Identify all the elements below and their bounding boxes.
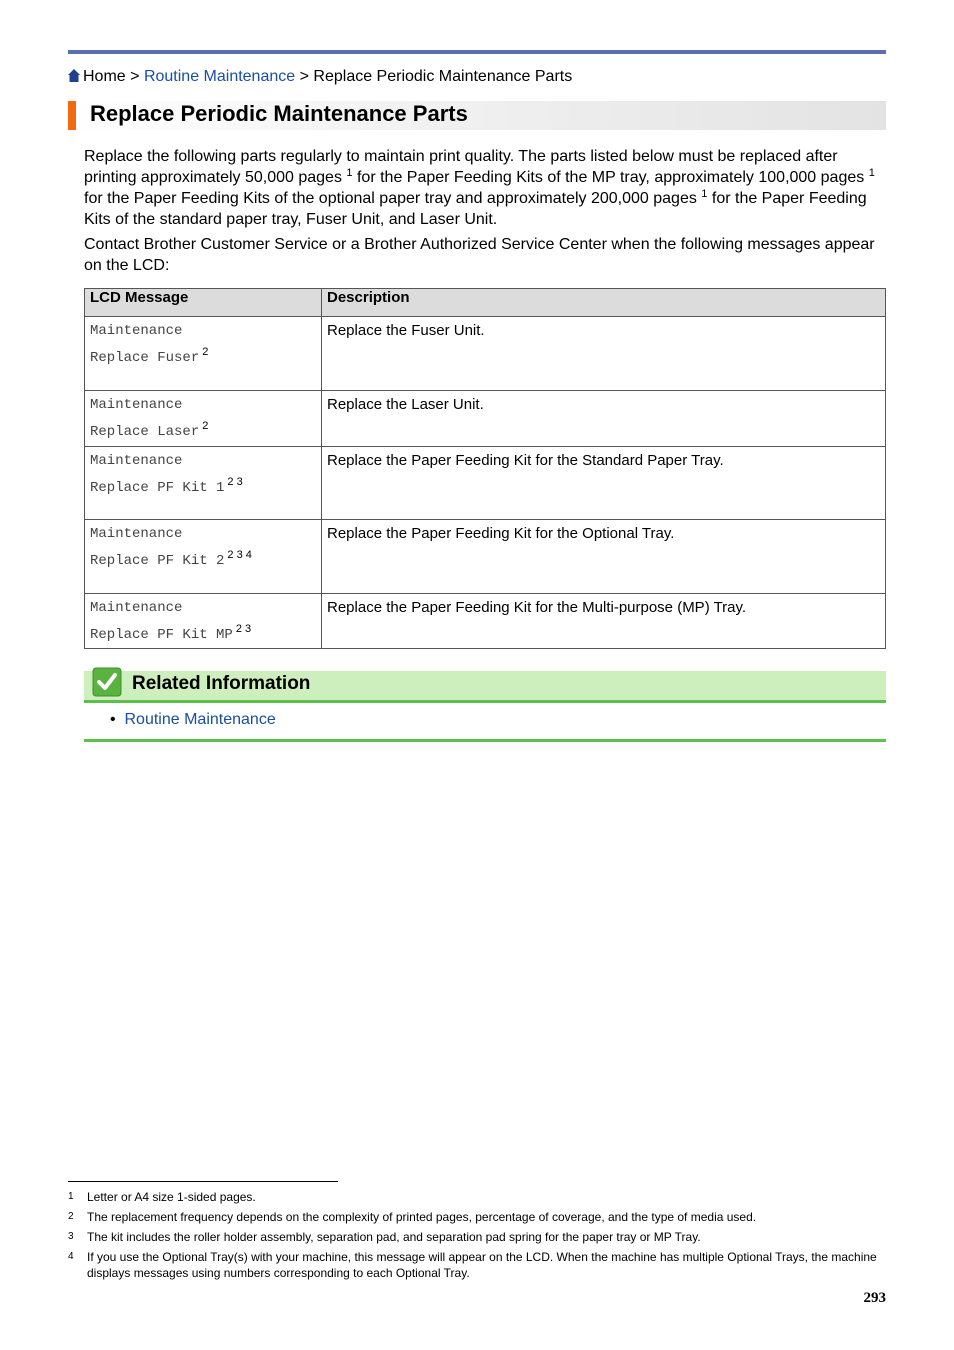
footnote-text: The replacement frequency depends on the complexity of printed pages, percentage of coverage, and the type of media used. xyxy=(87,1210,757,1224)
description-text: Replace the Paper Feeding Kit for the Optional Tray. xyxy=(327,525,675,542)
lcd-line-2-text: Replace PF Kit MP xyxy=(90,627,233,643)
related-list-item xyxy=(110,710,276,730)
breadcrumb xyxy=(68,67,572,87)
checkmark-icon xyxy=(92,667,122,697)
column-header-description: Description xyxy=(322,289,886,317)
intro-text-c: for the Paper Feeding Kits of the optional paper tray and approximately 200,000 pages xyxy=(84,190,697,207)
intro-text-b: for the Paper Feeding Kits of the MP tray, approximately 100,000 pages xyxy=(356,169,865,186)
footnote-ref[interactable]: 1 xyxy=(701,188,708,200)
intro-paragraph xyxy=(84,146,886,230)
footnote-ref[interactable]: 2 3 xyxy=(227,476,243,488)
lcd-line-2 xyxy=(90,346,316,367)
breadcrumb-current: Replace Periodic Maintenance Parts xyxy=(313,68,573,85)
intro-text-d: for the Paper Feeding Kits of the standard paper tray, Fuser Unit, and Laser Unit. xyxy=(84,190,867,228)
lcd-line-2-text: Replace Fuser xyxy=(90,350,200,366)
breadcrumb-home[interactable]: Home xyxy=(83,68,126,85)
column-header-lcd-message: LCD Message xyxy=(85,289,322,317)
lcd-line-1: Maintenance xyxy=(90,397,183,413)
top-rule xyxy=(68,50,886,54)
description-text: Replace the Paper Feeding Kit for the Standard Paper Tray. xyxy=(327,452,724,469)
lcd-line-1: Maintenance xyxy=(90,600,183,616)
intro-text-a: Replace the following parts regularly to maintain print quality. The parts listed below must be replaced after printing approximately 50,000 pages xyxy=(84,148,838,186)
related-information-end-rule xyxy=(84,739,886,742)
description-cell xyxy=(322,520,886,594)
footnote-number: 3 xyxy=(68,1231,74,1242)
footnote xyxy=(68,1189,886,1205)
description-text: Replace the Paper Feeding Kit for the Multi-purpose (MP) Tray. xyxy=(327,599,747,616)
lcd-line-2 xyxy=(90,420,316,441)
footnote-ref[interactable]: 1 xyxy=(868,167,875,179)
description-cell xyxy=(322,594,886,649)
lcd-message-cell xyxy=(85,447,322,520)
footnote xyxy=(68,1209,886,1225)
lcd-line-2 xyxy=(90,476,316,497)
lcd-message-cell xyxy=(85,391,322,447)
breadcrumb-routine-maintenance-link[interactable]: Routine Maintenance xyxy=(143,68,296,85)
breadcrumb-separator: > xyxy=(130,68,140,85)
description-cell xyxy=(322,447,886,520)
bullet: • xyxy=(110,711,116,728)
related-information-title: Related Information xyxy=(132,673,311,694)
footnote-text: The kit includes the roller holder assembly, separation pad, and separation pad spring for the paper tray or MP Tray. xyxy=(87,1230,701,1244)
lcd-line-2-text: Replace Laser xyxy=(90,424,200,440)
description-cell xyxy=(322,391,886,447)
lcd-line-1: Maintenance xyxy=(90,453,183,469)
footnote-text: If you use the Optional Tray(s) with your machine, this message will appear on the LCD. When the machine has multiple Optional Trays, the machine displays messages using numbers corresponding to each Optional Tray. xyxy=(87,1250,877,1280)
lcd-line-2-text: Replace PF Kit 2 xyxy=(90,553,225,569)
breadcrumb-separator: > xyxy=(299,68,309,85)
home-icon[interactable] xyxy=(68,69,80,82)
page-title: Replace Periodic Maintenance Parts xyxy=(90,101,468,126)
table-row xyxy=(85,520,886,594)
footnote-text: Letter or A4 size 1-sided pages. xyxy=(87,1190,256,1204)
description-cell xyxy=(322,317,886,391)
footnote-number: 4 xyxy=(68,1251,74,1262)
lcd-message-cell xyxy=(85,317,322,391)
table-row xyxy=(85,391,886,447)
contact-paragraph: Contact Brother Customer Service or a Brother Authorized Service Center when the following messages appear on the LCD: xyxy=(84,236,875,274)
description-text: Replace the Fuser Unit. xyxy=(327,322,485,339)
table-row xyxy=(85,447,886,520)
footnote-ref[interactable]: 1 xyxy=(346,167,353,179)
table-row xyxy=(85,594,886,649)
footnote-number: 2 xyxy=(68,1211,74,1222)
footnote-ref[interactable]: 2 xyxy=(202,420,209,432)
description-text: Replace the Laser Unit. xyxy=(327,396,484,413)
page-number: 293 xyxy=(863,1290,886,1306)
footnote-ref[interactable]: 2 3 xyxy=(235,623,252,635)
lcd-messages-table xyxy=(84,288,886,649)
footnote-number: 1 xyxy=(68,1191,74,1202)
footnote-rule xyxy=(68,1181,338,1182)
lcd-line-2 xyxy=(90,549,316,570)
lcd-line-2 xyxy=(90,623,316,644)
related-routine-maintenance-link[interactable]: Routine Maintenance xyxy=(124,711,276,728)
lcd-line-1: Maintenance xyxy=(90,526,183,542)
lcd-line-1: Maintenance xyxy=(90,323,183,339)
footnote xyxy=(68,1229,886,1245)
table-row xyxy=(85,317,886,391)
lcd-message-cell xyxy=(85,520,322,594)
lcd-message-cell xyxy=(85,594,322,649)
title-accent xyxy=(68,101,76,130)
footnote-ref[interactable]: 2 xyxy=(202,346,209,358)
lcd-line-2-text: Replace PF Kit 1 xyxy=(90,480,225,496)
footnote xyxy=(68,1249,886,1281)
table-header-row xyxy=(85,289,886,317)
footnote-ref[interactable]: 2 3 4 xyxy=(227,549,252,561)
